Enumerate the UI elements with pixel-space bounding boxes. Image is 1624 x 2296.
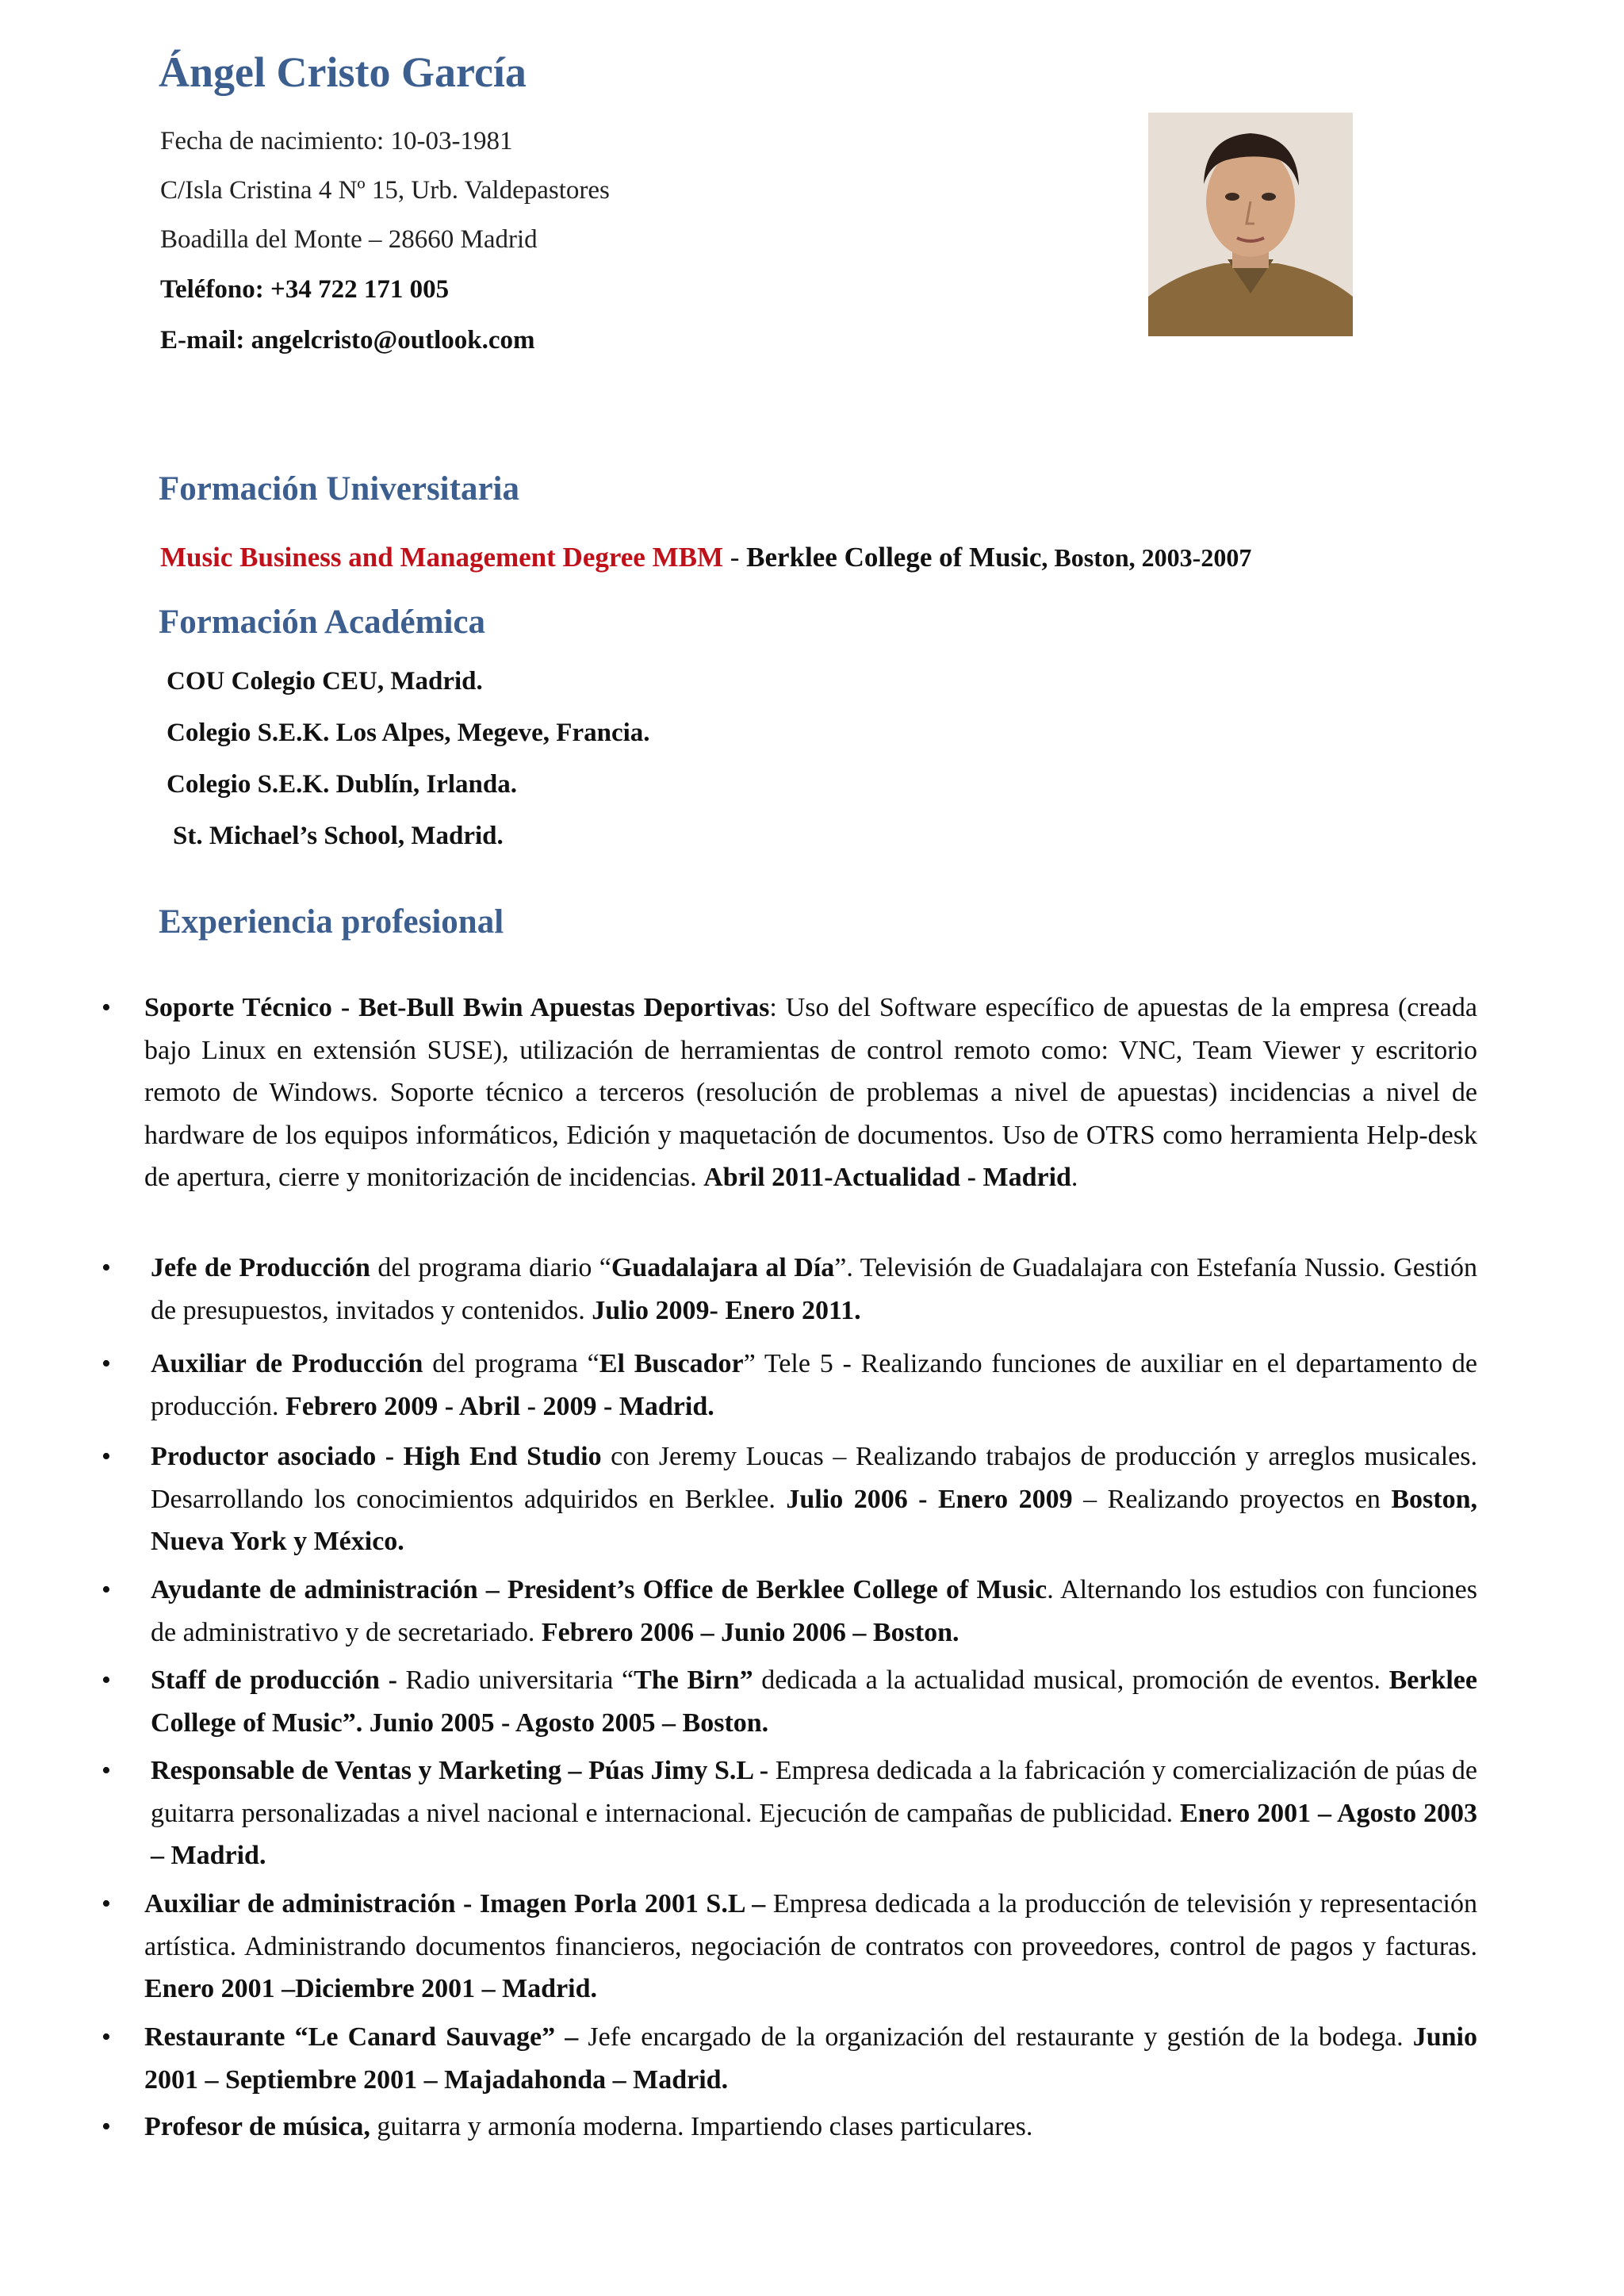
section-experience-title: Experiencia profesional [159, 903, 504, 941]
experience-role: Soporte Técnico - Bet-Bull Bwin Apuestas Deportivas [144, 993, 770, 1022]
bullet: • [102, 1665, 111, 1695]
experience-dates: Enero 2001 – Agosto 2003 – Madrid. [151, 1798, 1478, 1870]
experience-dates: Febrero 2009 - Abril - 2009 - Madrid. [285, 1391, 714, 1421]
academic-item: Colegio S.E.K. Los Alpes, Megeve, Francia. [167, 719, 650, 747]
degree-place-years: , Boston, 2003-2007 [1041, 543, 1252, 572]
experience-role: Responsable de Ventas y Marketing – Púas Jimy S.L - [151, 1756, 769, 1785]
experience-item [102, 1435, 1477, 1563]
degree-name: Music Business and Management Degree MBM [160, 542, 723, 573]
bullet: • [102, 993, 111, 1022]
bullet: • [102, 1756, 111, 1785]
experience-text [151, 1435, 1477, 1563]
experience-role: Auxiliar de administración - Imagen Porla 2001 S.L – [144, 1889, 766, 1918]
experience-description: del programa diario “ [370, 1253, 611, 1282]
experience-dates: Febrero 2006 – Junio 2006 – Boston. [541, 1617, 959, 1647]
experience-dates: Junio 2001 – Septiembre 2001 – Majadahonda – Madrid. [144, 2022, 1477, 2095]
address-line-2: Boadilla del Monte – 28660 Madrid [160, 225, 538, 254]
experience-description: : Uso del Software específico de apuestas de la empresa (creada bajo Linux en extensión SUSE), utilización de herramientas de control remoto como: VNC, Team Viewer y escritorio remoto de Windows. Soporte técnico a terceros (resolución de problemas a nivel de apuestas) incidencias a nivel de hardware de los equipos informáticos, Edición y maquetación de documentos. Uso de OTRS como herramienta Help-desk de apertura, cierre y monitorización de incidencias. [144, 993, 1477, 1192]
experience-item [102, 1247, 1477, 1332]
experience-description: Jefe encargado de la organización del restaurante y gestión de la bodega. [578, 2022, 1413, 2052]
degree-school: Berklee College of Music [746, 542, 1042, 573]
experience-item [102, 1343, 1477, 1428]
experience-text [144, 1883, 1477, 2010]
experience-text [144, 2016, 1477, 2101]
experience-description: . Alternando los estudios con funciones de administrativo y de secretariado. [151, 1575, 1477, 1647]
experience-description: Empresa dedicada a la producción de televisión y representación artística. Administrando documentos financieros, negociación de contratos con proveedores, control de pagos y facturas. [144, 1889, 1477, 1961]
experience-dates: Enero 2001 –Diciembre 2001 – Madrid. [144, 1974, 598, 2003]
experience-dates: Abril 2011-Actualidad - Madrid [703, 1163, 1071, 1192]
academic-item: St. Michael’s School, Madrid. [173, 822, 504, 850]
experience-text [151, 1750, 1477, 1877]
bullet: • [102, 2022, 111, 2052]
phone: Teléfono: +34 722 171 005 [160, 275, 450, 304]
experience-locations: Boston, Nueva York y México. [151, 1484, 1477, 1556]
experience-program: Guadalajara al Día [611, 1253, 835, 1282]
experience-item [102, 1750, 1477, 1877]
experience-item [102, 1569, 1477, 1654]
experience-role: Auxiliar de Producción [151, 1349, 423, 1378]
experience-role: Ayudante de administración – President’s Office de Berklee College of Music [151, 1575, 1048, 1604]
experience-role: Profesor de música, [144, 2112, 370, 2141]
degree-separator: - [723, 542, 747, 573]
experience-description: Empresa dedicada a la fabricación y comercialización de púas de guitarra personalizadas a nivel nacional e internacional. Ejecución de campañas de publicidad. [151, 1756, 1477, 1828]
experience-role: Staff de producción - [151, 1665, 397, 1695]
experience-dates: Julio 2009- Enero 2011. [592, 1295, 861, 1325]
experience-role: Restaurante “Le Canard Sauvage” – [144, 2022, 579, 2052]
experience-text [151, 1343, 1477, 1428]
experience-item [102, 2016, 1477, 2101]
experience-text [144, 2106, 1477, 2148]
candidate-name: Ángel Cristo García [159, 48, 527, 96]
experience-program: El Buscador [599, 1349, 744, 1378]
birth-date: Fecha de nacimiento: 10-03-1981 [160, 127, 513, 155]
experience-role: Productor asociado - High End Studio [151, 1442, 602, 1471]
experience-description: ”. Televisión de Guadalajara con Estefanía Nussio. Gestión de presupuestos, invitados y contenidos. [151, 1253, 1477, 1325]
experience-text [151, 1659, 1477, 1744]
section-university-title: Formación Universitaria [159, 470, 519, 508]
bullet: • [102, 1349, 111, 1378]
experience-program: The Birn” [634, 1665, 753, 1695]
experience-description: Radio universitaria “ [396, 1665, 634, 1695]
experience-item [102, 2106, 1477, 2148]
address-line-1: C/Isla Cristina 4 Nº 15, Urb. Valdepastores [160, 176, 610, 205]
bullet: • [102, 1442, 111, 1471]
experience-description: dedicada a la actualidad musical, promoción de eventos. [753, 1665, 1389, 1695]
experience-item [102, 1883, 1477, 2010]
email: E-mail: angelcristo@outlook.com [160, 326, 535, 355]
experience-item [102, 987, 1477, 1199]
academic-item: Colegio S.E.K. Dublín, Irlanda. [167, 770, 517, 799]
experience-dates: Berklee College of Music”. Junio 2005 - Agosto 2005 – Boston. [151, 1665, 1477, 1738]
bullet: • [102, 1889, 111, 1918]
bullet: • [102, 1253, 111, 1282]
profile-photo [1148, 113, 1353, 336]
experience-description: con Jeremy Loucas – Realizando trabajos de producción y arreglos musicales. Desarrollando los conocimientos adquiridos en Berklee. [151, 1442, 1477, 1514]
experience-description: – Realizando proyectos en [1072, 1484, 1392, 1514]
experience-text [151, 1569, 1477, 1654]
experience-period: . [1071, 1163, 1078, 1192]
experience-description: ” Tele 5 - Realizando funciones de auxiliar en el departamento de producción. [151, 1349, 1477, 1421]
academic-item: COU Colegio CEU, Madrid. [167, 667, 483, 696]
section-academic-title: Formación Académica [159, 604, 485, 641]
experience-description: del programa “ [423, 1349, 599, 1378]
experience-text [151, 1247, 1477, 1332]
experience-item [102, 1659, 1477, 1744]
bullet: • [102, 1575, 111, 1604]
portrait-image [1148, 113, 1353, 336]
experience-text [144, 987, 1477, 1199]
experience-description: guitarra y armonía moderna. Impartiendo clases particulares. [370, 2112, 1033, 2141]
experience-role: Jefe de Producción [151, 1253, 370, 1282]
university-degree [160, 542, 1251, 573]
bullet: • [102, 2112, 111, 2141]
experience-dates: Julio 2006 - Enero 2009 [786, 1484, 1073, 1514]
